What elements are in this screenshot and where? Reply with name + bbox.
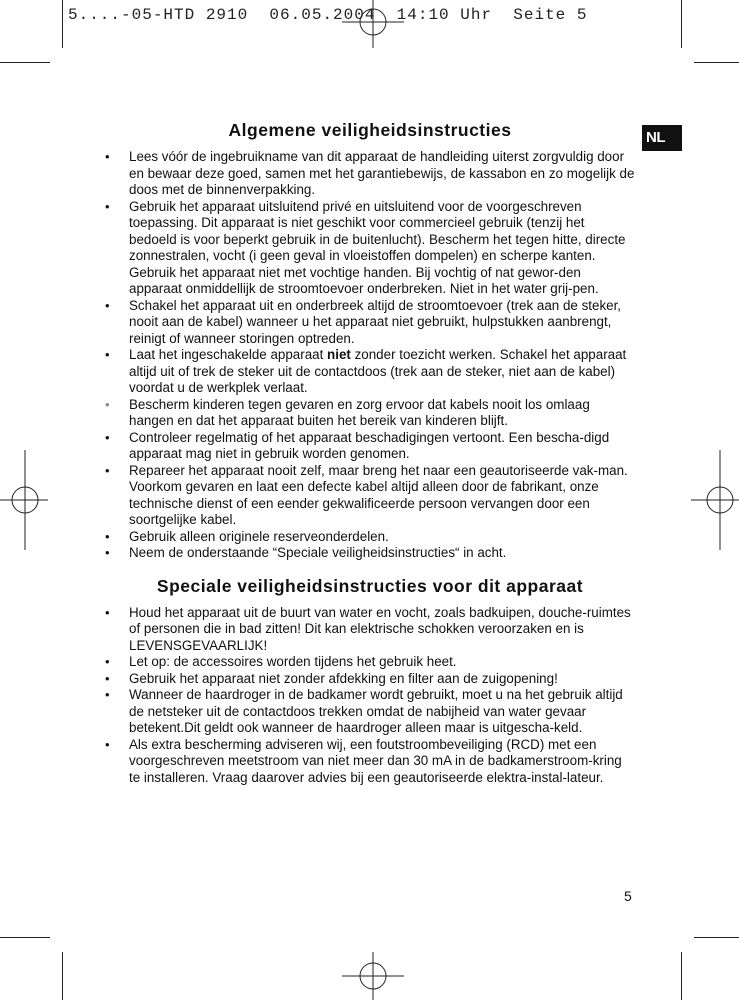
- section-title-general: Algemene veiligheidsinstructies: [228, 120, 512, 140]
- page-number: 5: [624, 888, 632, 904]
- bullet: •: [105, 654, 110, 669]
- list-item-text: Bescherm kinderen tegen gevaren en zorg ervoor dat kabels nooit los omlaag hangen en dat het apparaat buiten het bereik van kinderen blijft.: [129, 396, 590, 428]
- list-item: [105, 430, 635, 463]
- bullet: •: [105, 545, 110, 560]
- list-item: [105, 397, 635, 430]
- list-item-text: Als extra bescherming adviseren wij, een foutstroombeveiliging (RCD) met een voorgeschreven meetstroom van niet meer dan 30 mA in de badkamerstroom-kring te installeren. Vraag daarover advies bij een geautoriseerde elektra-instal-lateur.: [129, 736, 622, 785]
- bullet: •: [105, 670, 110, 686]
- section-title-special: Speciale veiligheidsinstructies voor dit apparaat: [156, 575, 584, 596]
- crop-mark-top-left-v: [62, 0, 63, 48]
- registration-mark-top-icon: [342, 0, 404, 48]
- list-item: [105, 605, 635, 655]
- list-item-text: Neem de onderstaande “Speciale veiligheidsinstructies“ in acht.: [129, 545, 507, 560]
- bullet: •: [105, 198, 110, 214]
- bullet: •: [105, 149, 110, 164]
- list-item-text: Wanneer de haardroger in de badkamer wordt gebruikt, moet u na het gebruik altijd de netsteker uit de contactdoos trekken omdat de nabijheid van water gevaar betekent.Dit geldt ook wanneer de haardroger alleen maar is uitgescha-keld.: [129, 687, 623, 735]
- list-item-text: Gebruik het apparaat uitsluitend privé en uitsluitend voor de voorgeschreven toepassing. Dit apparaat is niet geschikt voor commercieel gebruik (tenzij het bedoeld is voor beperkt gebruik in de buitenlucht). Bescherm het tegen hitte, directe zonnestralen, vocht (i geen geval in vloeistoffen dompelen) en scherpe kanten. Gebruik het apparaat niet met vochtige handen. Bij vochtig of nat gewor-den apparaat onmiddellijk de stroomtoevoer onderbreken. Niet in het water grij-pen.: [129, 198, 626, 296]
- list-item: [105, 529, 635, 546]
- crop-mark-top-right-v: [681, 0, 682, 48]
- print-header: 5....-05-HTD 2910 06.05.2004 14:10 Uhr Seite 5: [68, 6, 588, 24]
- page-content: [105, 120, 635, 786]
- list-item-text: Repareer het apparaat nooit zelf, maar breng het naar een geautoriseerde vak-man. Voorkom gevaren en laat een defecte kabel altijd alleen door de fabrikant, onze technische dienst of een eender gekwalificeerde persoon vervangen door een soortgelijke kabel.: [129, 462, 628, 527]
- list-item: [105, 347, 635, 397]
- crop-mark-bottom-right-h: [694, 937, 739, 938]
- crop-mark-top-right-h: [694, 62, 739, 63]
- list-item: [105, 545, 635, 562]
- list-item: [105, 298, 635, 348]
- registration-mark-right-icon: [691, 450, 739, 550]
- list-item-text: Let op: de accessoires worden tijdens het gebruik heet.: [129, 654, 457, 669]
- list-item-text: Houd het apparaat uit de buurt van water en vocht, zoals badkuipen, douche-ruimtes of personen die in bad zitten! Dit kan elektrische schokken veroorzaken en is LEVENSGEVAARLIJK!: [129, 604, 631, 653]
- list-item-emphasis: niet: [327, 347, 351, 362]
- list-item-text: zonder toezicht werken. Schakel het apparaat altijd uit of trek de steker uit de contactdoos (trek aan de steker, niet aan de kabel) voordat u de werkplek verlaat.: [129, 347, 627, 395]
- list-item-text: Laat het ingeschakelde apparaat: [129, 347, 328, 362]
- bullet: •: [105, 462, 110, 478]
- crop-mark-top-left-h: [0, 62, 50, 63]
- list-item: [105, 463, 635, 529]
- list-item: [105, 199, 635, 298]
- bullet: •: [105, 687, 110, 702]
- list-item-text: Controleer regelmatig of het apparaat beschadigingen vertoont. Een bescha-digd apparaat mag niet in gebruik worden genomen.: [129, 429, 610, 461]
- bullet: •: [105, 347, 110, 362]
- crop-mark-bottom-right-v: [681, 952, 682, 1000]
- special-safety-list: [105, 605, 635, 787]
- list-item: [105, 671, 635, 688]
- list-item-text: Gebruik alleen originele reserveonderdelen.: [129, 528, 389, 544]
- bullet: •: [105, 429, 110, 445]
- list-item-text: Lees vóór de ingebruikname van dit apparaat de handleiding uiterst zorgvuldig door en bewaar deze goed, samen met het garantiebewijs, de kassabon en zo mogelijk de doos met de binnenverpakking.: [129, 149, 635, 197]
- list-item: [105, 687, 635, 737]
- general-safety-list: [105, 149, 635, 562]
- bullet: •: [105, 736, 110, 752]
- list-item: [105, 737, 635, 787]
- registration-mark-bottom-icon: [342, 952, 404, 1000]
- language-badge: NL: [642, 125, 682, 151]
- list-item-text: Gebruik het apparaat niet zonder afdekking en filter aan de zuigopening!: [129, 670, 558, 686]
- list-item-text: Schakel het apparaat uit en onderbreek altijd de stroomtoevoer (trek aan de steker, nooit aan de kabel) wanneer u het apparaat niet gebruikt, hulpstukken aanbrengt, reinigt of wanneer storingen optreden.: [129, 297, 622, 346]
- list-item: [105, 149, 635, 199]
- list-item: [105, 654, 635, 671]
- bullet: •: [105, 396, 110, 412]
- registration-mark-left-icon: [0, 450, 48, 550]
- crop-mark-bottom-left-v: [62, 952, 63, 1000]
- bullet: •: [105, 297, 110, 313]
- crop-mark-bottom-left-h: [0, 937, 50, 938]
- bullet: •: [105, 604, 110, 620]
- bullet: •: [105, 528, 110, 544]
